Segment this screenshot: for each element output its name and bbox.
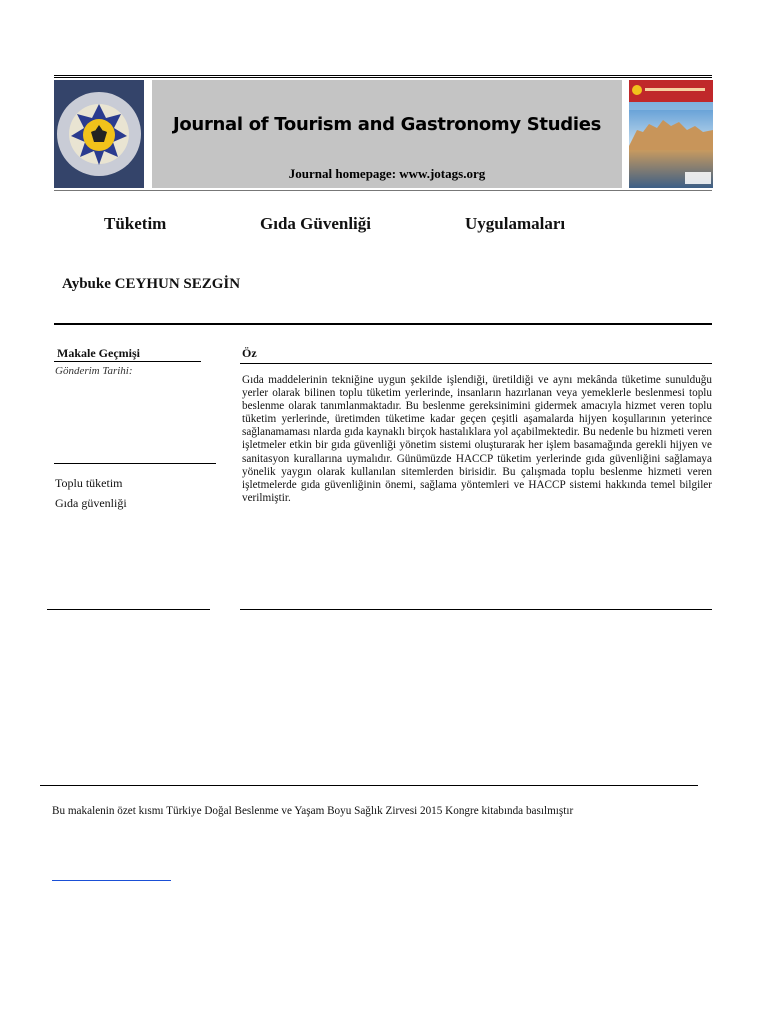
title-word-2: Gıda Güvenliği: [260, 214, 371, 233]
footnote-text: Bu makalenin özet kısmı Türkiye Doğal Beslenme ve Yaşam Boyu Sağlık Zirvesi 2015 Kongre kitabında basılmıştır: [52, 805, 574, 817]
author-name: Aybuke CEYHUN SEZGİN: [62, 276, 241, 292]
sidebar-bottom-rule: [47, 609, 210, 610]
keywords-rule: [54, 463, 216, 464]
abstract-text: Gıda maddelerinin tekniğine uygun şekilde işlendiği, üretildiği ve aynı mekânda tüketime sunulduğu yerler olarak bilinen toplu tüketim yerlerinde, insanların hazırlanan veya yemeklerle beslenmesi toplu beslenme olarak tanımlanmaktadır. Bu beslenme gereksinimini gidermek amacıyla hizmet veren toplu tüketim yerlerinde, üretimden tüketime kadar geçen çeşitli aşamalarda hijyen koşullarının yeterince sağlanamaması nlarda gıda kaynaklı birçok hastalıklara yol açabilmektedir. Bu nedenle bu hizmeti veren işletmeler etkin bir gıda güvenliği yönetim sistemi oluşturarak her işlem basamağında gerekli hijyen ve sanitasyon kurallarına uymalıdır. Günümüzde HACCP tüketim yerlerinde gıda güvenliğini sağlamaya yönelik yaygın olarak kullanılan sitemlerden birisidir. Bu çalışmada toplu beslenme hizmeti veren işletmelerde gıda güvenliğinin önemi, sağlama yöntemleri ve HACCP sistemi hakkında temel bilgiler verilmiştir.: [242, 374, 712, 504]
journal-title: Journal of Tourism and Gastronomy Studies: [172, 114, 602, 135]
title-word-1: Tüketim: [104, 214, 167, 233]
history-underline: [54, 361, 201, 362]
abstract-bottom-rule: [240, 609, 712, 610]
abstract-underline: [240, 363, 712, 364]
header-top-rule-2: [54, 77, 712, 78]
article-history-label: Makale Geçmişi: [57, 346, 140, 360]
journal-homepage[interactable]: Journal homepage: www.jotags.org: [288, 166, 486, 181]
author-rule: [54, 323, 712, 325]
submission-date-label: Gönderim Tarihi:: [55, 365, 133, 377]
journal-cover-thumbnail: [629, 80, 713, 188]
journal-banner: [152, 80, 622, 188]
keyword-item: Gıda güvenliği: [55, 496, 127, 510]
journal-seal-logo: [54, 80, 144, 188]
header-bottom-rule: [54, 190, 712, 191]
header-top-rule: [54, 75, 712, 76]
footnote-rule: [40, 785, 698, 786]
abstract-label: Öz: [242, 346, 257, 360]
hyperlink-underline[interactable]: [52, 880, 171, 881]
keyword-item: Toplu tüketim: [55, 476, 123, 490]
title-word-3: Uygulamaları: [465, 214, 566, 233]
